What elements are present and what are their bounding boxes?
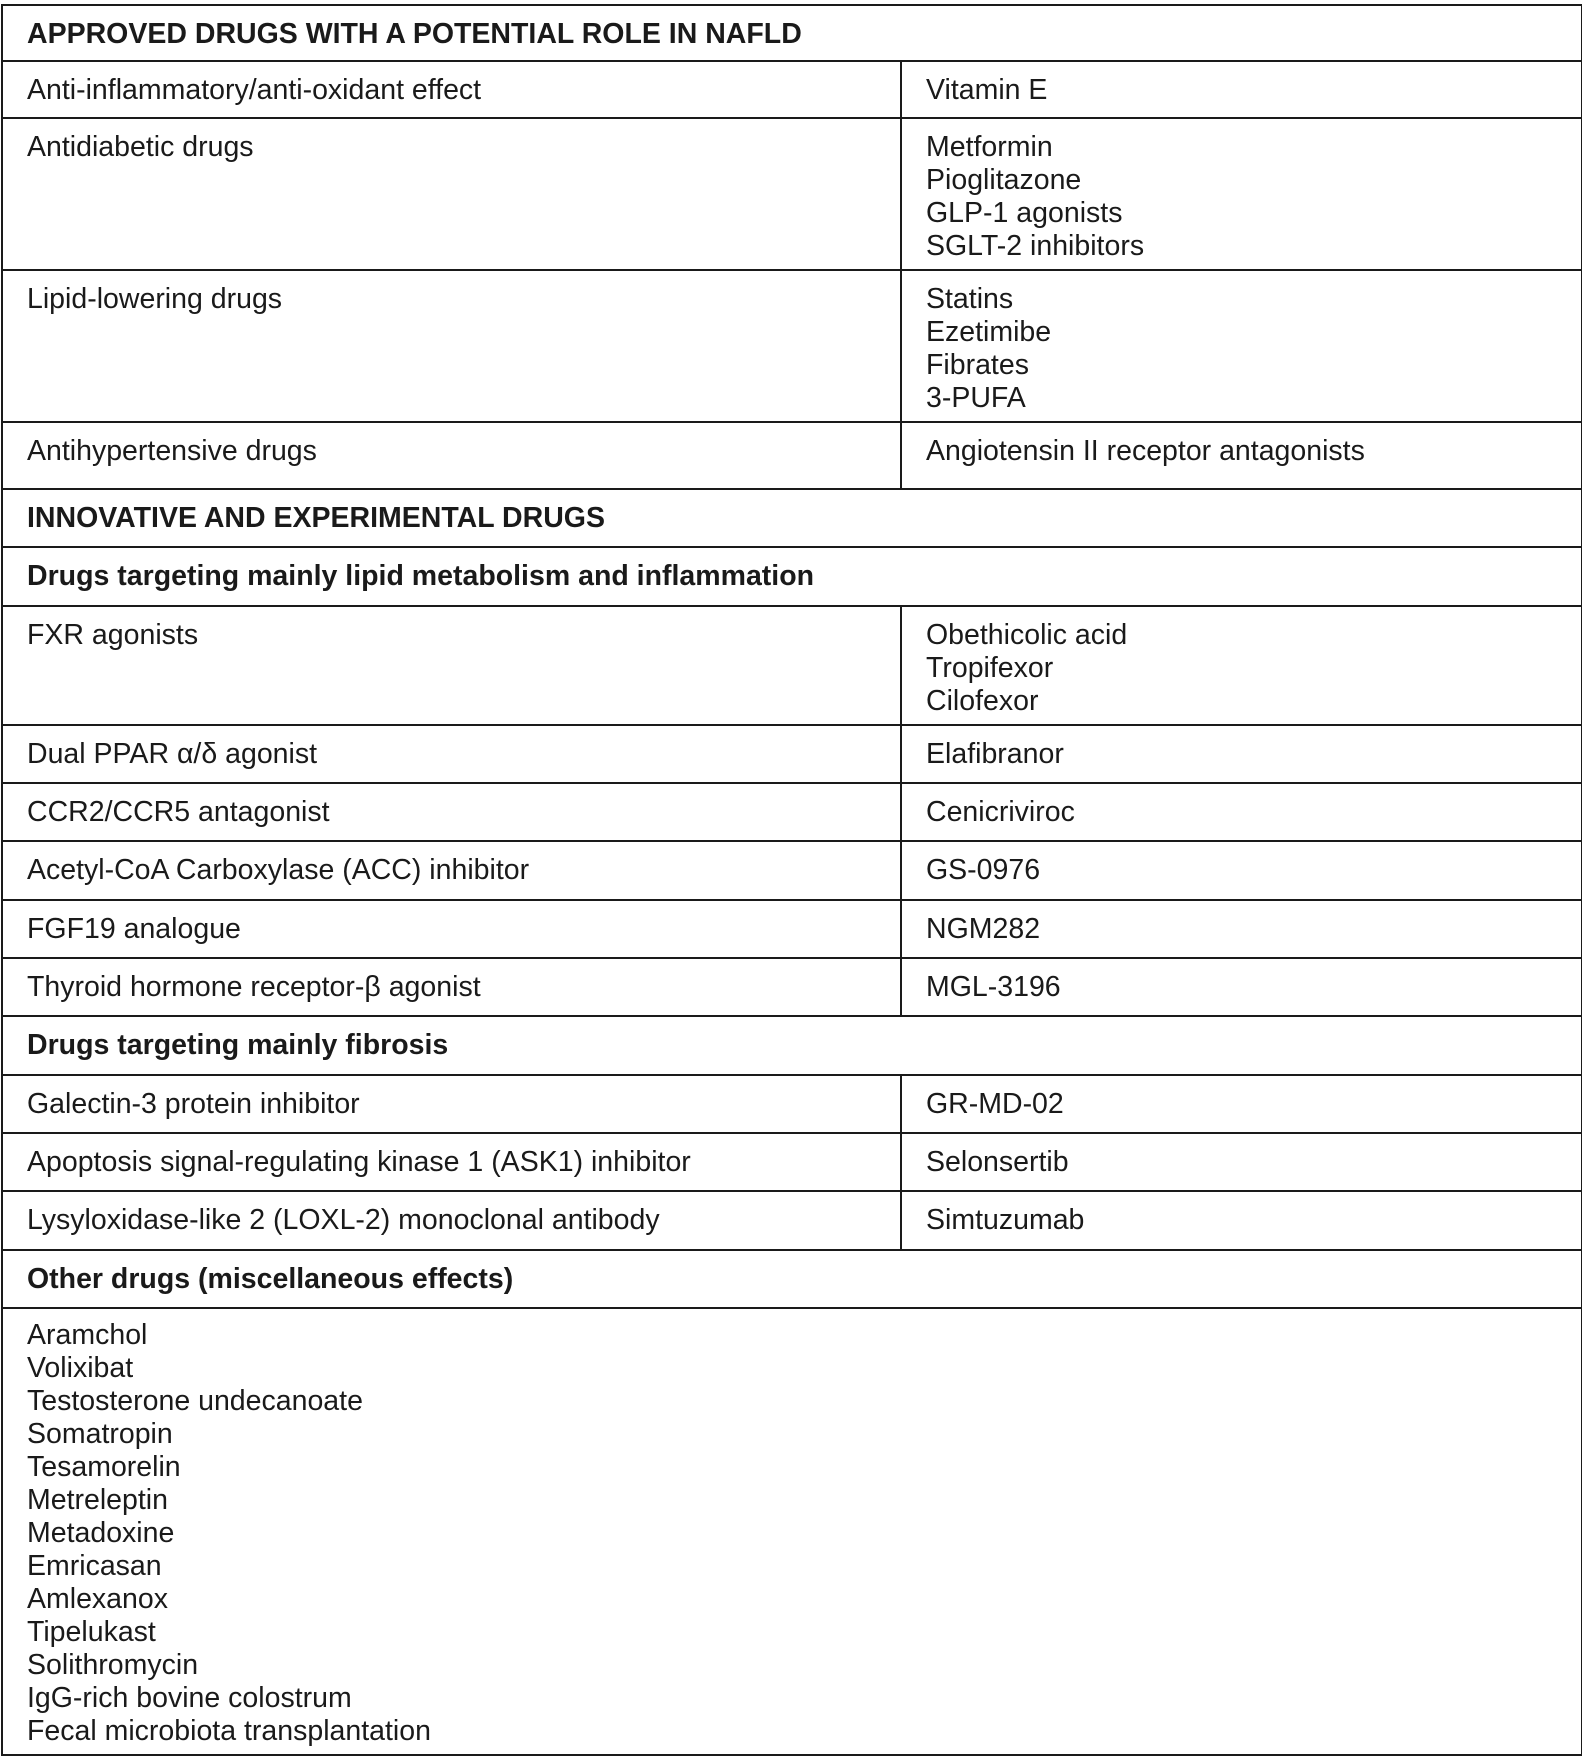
table-row bbox=[2, 1133, 1582, 1191]
fibrosis-subheader-row bbox=[2, 1016, 1582, 1075]
other-drugs-row bbox=[2, 1308, 1582, 1755]
drug-table bbox=[1, 4, 1582, 1756]
lipid-subsection-header: Drugs targeting mainly lipid metabolism and inflammation bbox=[2, 547, 1582, 606]
table-row bbox=[2, 606, 1582, 725]
category-cell: Dual PPAR α/δ agonist bbox=[2, 725, 901, 783]
other-drugs-cell bbox=[2, 1308, 1582, 1755]
drugs-cell bbox=[901, 783, 1582, 841]
category-cell: Acetyl-CoA Carboxylase (ACC) inhibitor bbox=[2, 841, 901, 900]
drug-name: Elafibranor bbox=[926, 738, 1064, 770]
category-cell: Galectin-3 protein inhibitor bbox=[2, 1075, 901, 1133]
drug-name: GR-MD-02 bbox=[926, 1088, 1064, 1120]
drug-name: Aramchol bbox=[27, 1319, 148, 1351]
category-cell: Apoptosis signal-regulating kinase 1 (ASK1) inhibitor bbox=[2, 1133, 901, 1191]
drug-name: Solithromycin bbox=[27, 1649, 199, 1681]
drug-name: GLP-1 agonists bbox=[926, 197, 1123, 229]
fibrosis-subsection-header: Drugs targeting mainly fibrosis bbox=[2, 1016, 1582, 1075]
drug-name: 3-PUFA bbox=[926, 382, 1026, 414]
drug-name: Fibrates bbox=[926, 349, 1029, 381]
drugs-cell bbox=[901, 118, 1582, 270]
drug-name: NGM282 bbox=[926, 913, 1041, 945]
drug-name: Fecal microbiota transplantation bbox=[27, 1715, 431, 1747]
drug-name: SGLT-2 inhibitors bbox=[926, 230, 1145, 262]
table-row bbox=[2, 270, 1582, 422]
drug-name: Cilofexor bbox=[926, 685, 1039, 717]
category-cell: FXR agonists bbox=[2, 606, 901, 725]
drug-name: Tropifexor bbox=[926, 652, 1054, 684]
drug-name: Metreleptin bbox=[27, 1484, 168, 1516]
drug-name: Vitamin E bbox=[926, 74, 1048, 106]
table-row bbox=[2, 783, 1582, 841]
drug-name: GS-0976 bbox=[926, 854, 1041, 886]
drug-name: Pioglitazone bbox=[926, 164, 1082, 196]
drug-name: Tesamorelin bbox=[27, 1451, 181, 1483]
drug-name: Metadoxine bbox=[27, 1517, 175, 1549]
table-row bbox=[2, 422, 1582, 489]
table-row bbox=[2, 725, 1582, 783]
category-cell: CCR2/CCR5 antagonist bbox=[2, 783, 901, 841]
drug-name: Volixibat bbox=[27, 1352, 134, 1384]
drug-name: Cenicriviroc bbox=[926, 796, 1075, 828]
drugs-cell bbox=[901, 841, 1582, 900]
drugs-cell bbox=[901, 606, 1582, 725]
drug-name: Emricasan bbox=[27, 1550, 162, 1582]
drugs-cell bbox=[901, 270, 1582, 422]
other-subsection-header: Other drugs (miscellaneous effects) bbox=[2, 1250, 1582, 1308]
category-cell: FGF19 analogue bbox=[2, 900, 901, 958]
drug-table-body bbox=[2, 5, 1582, 1755]
drug-name: Testosterone undecanoate bbox=[27, 1385, 363, 1417]
approved-header-row bbox=[2, 5, 1582, 61]
table-row bbox=[2, 1191, 1582, 1250]
innovative-header-row bbox=[2, 489, 1582, 547]
drug-name: MGL-3196 bbox=[926, 971, 1061, 1003]
drugs-cell bbox=[901, 61, 1582, 118]
drug-name: Angiotensin II receptor antagonists bbox=[926, 435, 1365, 467]
table-row bbox=[2, 900, 1582, 958]
table-row bbox=[2, 118, 1582, 270]
drug-name: Metformin bbox=[926, 131, 1053, 163]
lipid-subheader-row bbox=[2, 547, 1582, 606]
drug-name: Somatropin bbox=[27, 1418, 173, 1450]
drug-name: Simtuzumab bbox=[926, 1204, 1085, 1236]
drugs-cell bbox=[901, 422, 1582, 489]
drug-name: Tipelukast bbox=[27, 1616, 156, 1648]
drug-name: IgG-rich bovine colostrum bbox=[27, 1682, 352, 1714]
drugs-cell bbox=[901, 900, 1582, 958]
category-cell: Anti-inflammatory/anti-oxidant effect bbox=[2, 61, 901, 118]
category-cell: Antidiabetic drugs bbox=[2, 118, 901, 270]
drug-name: Statins bbox=[926, 283, 1014, 315]
drug-name: Selonsertib bbox=[926, 1146, 1069, 1178]
table-row bbox=[2, 1075, 1582, 1133]
other-subheader-row bbox=[2, 1250, 1582, 1308]
drug-name: Obethicolic acid bbox=[926, 619, 1128, 651]
category-cell: Lysyloxidase-like 2 (LOXL-2) monoclonal antibody bbox=[2, 1191, 901, 1250]
table-row bbox=[2, 61, 1582, 118]
drugs-cell bbox=[901, 1075, 1582, 1133]
drug-name: Ezetimibe bbox=[926, 316, 1052, 348]
category-cell: Thyroid hormone receptor-β agonist bbox=[2, 958, 901, 1016]
table-row bbox=[2, 958, 1582, 1016]
category-cell: Antihypertensive drugs bbox=[2, 422, 901, 489]
innovative-section-header: INNOVATIVE AND EXPERIMENTAL DRUGS bbox=[2, 489, 1582, 547]
table-row bbox=[2, 841, 1582, 900]
drugs-cell bbox=[901, 725, 1582, 783]
drugs-cell bbox=[901, 1133, 1582, 1191]
approved-section-header: APPROVED DRUGS WITH A POTENTIAL ROLE IN NAFLD bbox=[2, 5, 1582, 61]
category-cell: Lipid-lowering drugs bbox=[2, 270, 901, 422]
drug-name: Amlexanox bbox=[27, 1583, 168, 1615]
drugs-cell bbox=[901, 1191, 1582, 1250]
drugs-cell bbox=[901, 958, 1582, 1016]
